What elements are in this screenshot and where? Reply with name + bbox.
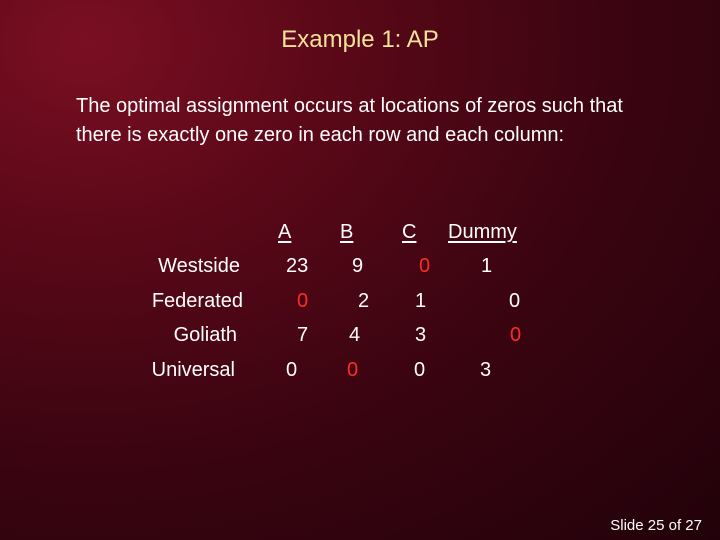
column-header-b: B xyxy=(340,221,354,243)
table-cell: 1 xyxy=(481,255,493,277)
row-label-goliath: Goliath xyxy=(173,324,237,346)
table-cell: 2 xyxy=(358,290,370,312)
column-header-c: C xyxy=(402,221,417,243)
table-cell: 7 xyxy=(297,324,309,346)
table-cell: 4 xyxy=(349,324,361,346)
table-cell-zero: 0 xyxy=(347,359,359,381)
table-cell: 0 xyxy=(286,359,298,381)
table-cell: 3 xyxy=(415,324,427,346)
table-cell: 23 xyxy=(286,255,309,277)
table-cell-zero: 0 xyxy=(297,290,309,312)
slide-number: Slide 25 of 27 xyxy=(610,517,702,534)
column-header-a: A xyxy=(278,221,292,243)
table-cell: 0 xyxy=(414,359,426,381)
table-cell-zero: 0 xyxy=(419,255,431,277)
table-cell: 3 xyxy=(480,359,492,381)
row-label-universal: Universal xyxy=(151,359,235,381)
table-cell: 1 xyxy=(415,290,427,312)
table-cell: 0 xyxy=(509,290,521,312)
column-header-dummy: Dummy xyxy=(448,221,517,243)
row-label-federated: Federated xyxy=(151,290,243,312)
row-label-westside: Westside xyxy=(158,255,240,277)
slide-title: Example 1: AP xyxy=(281,26,439,53)
table-cell-zero: 0 xyxy=(510,324,522,346)
table-cell: 9 xyxy=(352,255,364,277)
slide-body-text: The optimal assignment occurs at locations of zeros such that there is exactly one zero in each row and each column: xyxy=(76,95,623,146)
